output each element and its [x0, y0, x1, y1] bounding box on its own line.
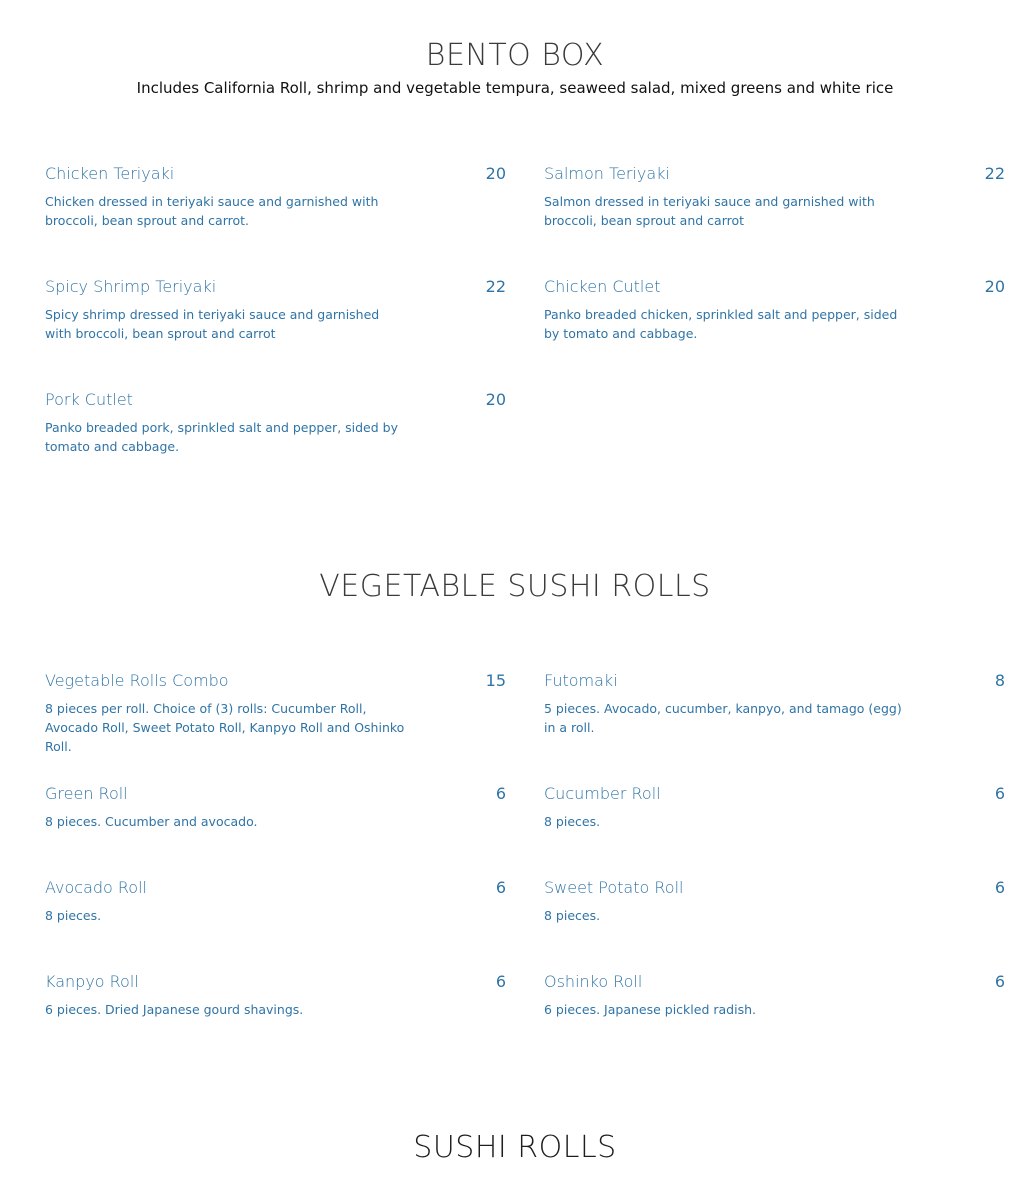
menu-item-description: 8 pieces.	[45, 908, 102, 923]
menu-item-price: 6	[495, 784, 506, 803]
menu-item-name: Cucumber Roll	[544, 784, 661, 803]
menu-item-price: 15	[485, 671, 506, 690]
section-title-bento: BENTO BOX	[425, 38, 605, 73]
menu-item-description: 8 pieces. Cucumber and avocado.	[45, 814, 258, 829]
menu-item-name: Kanpyo Roll	[45, 972, 139, 991]
menu-item-price: 6	[994, 784, 1005, 803]
menu-item-description: Panko breaded pork, sprinkled salt and pepper, sided by tomato and cabbage.	[45, 420, 398, 454]
menu-item-name: Spicy Shrimp Teriyaki	[45, 277, 217, 296]
menu-item-name: Green Roll	[45, 784, 128, 803]
menu-item-name: Sweet Potato Roll	[544, 878, 684, 897]
menu-item-description: Spicy shrimp dressed in teriyaki sauce and garnished with broccoli, bean sprout and carrot	[45, 307, 380, 341]
menu-item-description: 8 pieces per roll. Choice of (3) rolls: Cucumber Roll, Avocado Roll, Sweet Potato Roll, Kanpyo Roll and Oshinko Roll.	[45, 701, 405, 754]
section-subtitle-bento: Includes California Roll, shrimp and vegetable tempura, seaweed salad, mixed greens and white rice	[136, 79, 894, 97]
menu-item-description: Panko breaded chicken, sprinkled salt and pepper, sided by tomato and cabbage.	[544, 307, 898, 341]
menu-item-price: 22	[485, 277, 506, 296]
menu-item-price: 6	[994, 972, 1005, 991]
menu-item-description: 6 pieces. Dried Japanese gourd shavings.	[45, 1002, 304, 1017]
menu-item-price: 20	[485, 390, 506, 409]
menu-item-name: Vegetable Rolls Combo	[45, 671, 229, 690]
section-title-sushi: SUSHI ROLLS	[413, 1130, 617, 1165]
bento-section	[0, 38, 1030, 97]
menu-item-description: Chicken dressed in teriyaki sauce and garnished with broccoli, bean sprout and carrot.	[45, 194, 379, 228]
menu-item-price: 20	[485, 164, 506, 183]
menu-item-description: 8 pieces.	[544, 908, 601, 923]
menu-item-name: Chicken Teriyaki	[45, 164, 175, 183]
menu-item-price: 22	[984, 164, 1005, 183]
section-title-vegetable: VEGETABLE SUSHI ROLLS	[319, 569, 711, 604]
menu-item-description: Salmon dressed in teriyaki sauce and garnished with broccoli, bean sprout and carrot	[544, 194, 875, 228]
menu-item-description: 5 pieces. Avocado, cucumber, kanpyo, and tamago (egg) in a roll.	[544, 701, 902, 735]
menu-item-name: Chicken Cutlet	[544, 277, 661, 296]
menu-item-description: 6 pieces. Japanese pickled radish.	[544, 1002, 756, 1017]
sushi-section	[0, 1130, 1030, 1165]
menu-item-name: Salmon Teriyaki	[544, 164, 670, 183]
menu-item-price: 6	[495, 972, 506, 991]
menu-item-name: Futomaki	[544, 671, 618, 690]
menu-item-description: 8 pieces.	[544, 814, 601, 829]
menu-item-price: 6	[495, 878, 506, 897]
menu-item-price: 8	[994, 671, 1005, 690]
menu-item-name: Oshinko Roll	[544, 972, 643, 991]
menu-item-name: Pork Cutlet	[45, 390, 133, 409]
menu-item-price: 20	[984, 277, 1005, 296]
menu-item-price: 6	[994, 878, 1005, 897]
vegetable-section	[0, 569, 1030, 604]
menu-item-name: Avocado Roll	[45, 878, 147, 897]
